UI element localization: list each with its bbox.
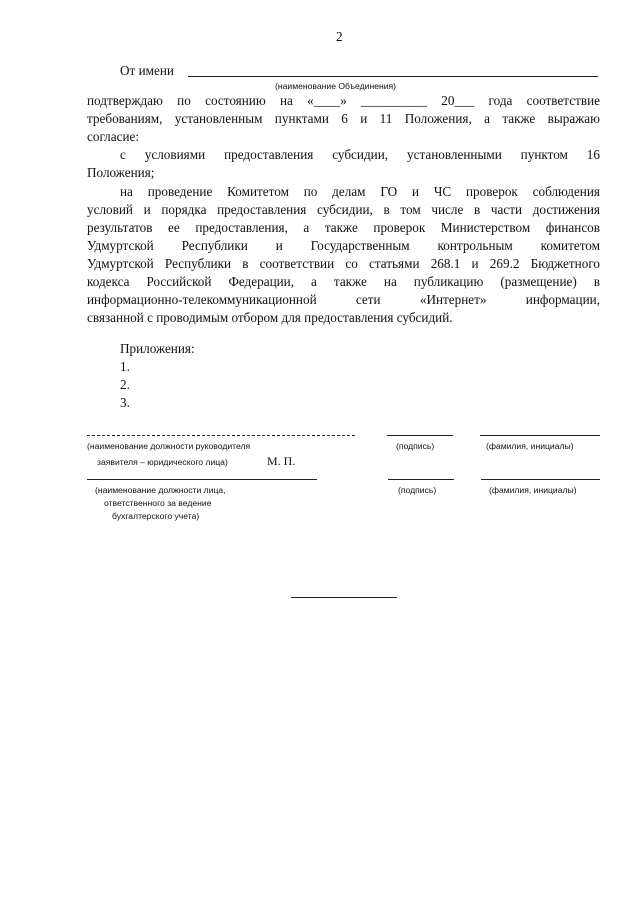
body-line-2: требованиям, установленным пунктами 6 и 11 Положения, а также выражаю (87, 111, 600, 126)
body-line-5: Положения; (87, 165, 155, 180)
organization-name-line (188, 76, 598, 77)
head-signature-line (387, 435, 453, 436)
attachments-title: Приложения: (120, 341, 195, 356)
accountant-signature-caption: (подпись) (398, 485, 437, 495)
body-line-11: кодекса Российской Федерации, а также на публикацию (размещение) в (87, 274, 600, 289)
accountant-position-caption-2: ответственного за ведение (104, 498, 212, 508)
head-signature-caption: (подпись) (396, 441, 435, 451)
body-line-1: подтверждаю по состоянию на «____» __________ 20___ года соответствие (87, 93, 600, 108)
body-line-4: с условиями предоставления субсидии, установленными пунктом 16 (120, 147, 600, 162)
stamp-place: М. П. (267, 454, 296, 468)
accountant-name-line (481, 479, 600, 480)
accountant-signature-line (388, 479, 454, 480)
body-line-8: результатов ее предоставления, а также проверок Министерством финансов (87, 220, 600, 235)
end-separator (291, 597, 397, 598)
head-name-line (480, 435, 600, 436)
body-line-3: согласие: (87, 129, 140, 144)
page-number: 2 (336, 29, 343, 44)
head-position-caption: (наименование должности руководителя (87, 441, 251, 451)
accountant-name-caption: (фамилия, инициалы) (489, 485, 577, 495)
accountant-position-caption-3: бухгалтерского учета) (112, 511, 200, 521)
attachment-item-3: 3. (120, 395, 130, 410)
head-name-caption: (фамилия, инициалы) (486, 441, 574, 451)
body-line-7: условий и порядка предоставления субсидии, в том числе в части достижения (87, 202, 600, 217)
body-line-9: Удмуртской Республики и Государственным контрольным комитетом (87, 238, 600, 253)
attachment-item-1: 1. (120, 359, 130, 374)
from-label: От имени (120, 63, 174, 78)
body-line-12: информационно-телекоммуникационной сети «Интернет» информации, (87, 292, 600, 307)
organization-caption: (наименование Объединения) (275, 81, 397, 91)
head-position-caption-2: заявителя – юридического лица) (97, 457, 228, 467)
body-line-6: на проведение Комитетом по делам ГО и ЧС проверок соблюдения (120, 184, 600, 199)
body-line-13: связанной с проводимым отбором для предоставления субсидий. (87, 310, 453, 325)
body-line-10: Удмуртской Республики в соответствии со статьями 268.1 и 269.2 Бюджетного (87, 256, 600, 271)
attachment-item-2: 2. (120, 377, 130, 392)
accountant-position-line (87, 479, 317, 480)
accountant-position-caption-1: (наименование должности лица, (95, 485, 226, 495)
head-position-line (87, 435, 355, 436)
